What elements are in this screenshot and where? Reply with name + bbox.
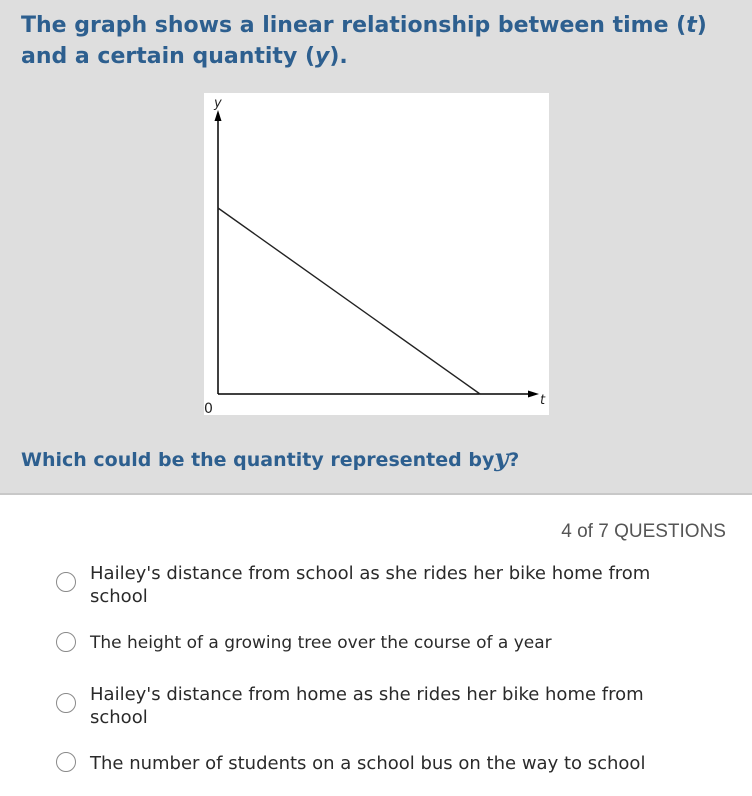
choice-label: The height of a growing tree over the course of a year: [90, 633, 552, 653]
subquestion-end: ?: [508, 449, 520, 471]
series-layer: [218, 208, 480, 394]
graph: [204, 93, 549, 415]
y-axis-arrow: [215, 110, 222, 121]
subquestion-var: y: [494, 443, 509, 472]
series-line-1: [218, 208, 480, 394]
line-graph: [204, 93, 549, 415]
radio-button[interactable]: [56, 752, 76, 772]
choice-label: Hailey's distance from school as she rides her bike home from school: [90, 563, 651, 607]
question-progress: 4 of 7 QUESTIONS: [561, 521, 726, 542]
subquestion: [21, 444, 519, 474]
prompt-var-y: y: [315, 44, 330, 69]
subquestion-text: Which could be the quantity represented by: [21, 449, 495, 471]
origin-label: 0: [204, 401, 213, 415]
radio-button[interactable]: [56, 693, 76, 713]
prompt-text-2: ) and a certain quantity (: [21, 13, 707, 69]
prompt-var-t: t: [686, 13, 697, 38]
radio-button[interactable]: [56, 632, 76, 652]
x-axis-label: t: [540, 393, 546, 408]
question-prompt: [21, 10, 721, 72]
prompt-text-3: ).: [329, 44, 348, 69]
x-axis-arrow: [528, 391, 539, 398]
choice-label: Hailey's distance from home as she rides her bike home from school: [90, 684, 644, 728]
radio-button[interactable]: [56, 572, 76, 592]
y-axis-label: y: [214, 96, 222, 111]
prompt-text-1: The graph shows a linear relationship between time (: [21, 13, 687, 38]
choice-label: The number of students on a school bus on the way to school: [90, 753, 646, 774]
